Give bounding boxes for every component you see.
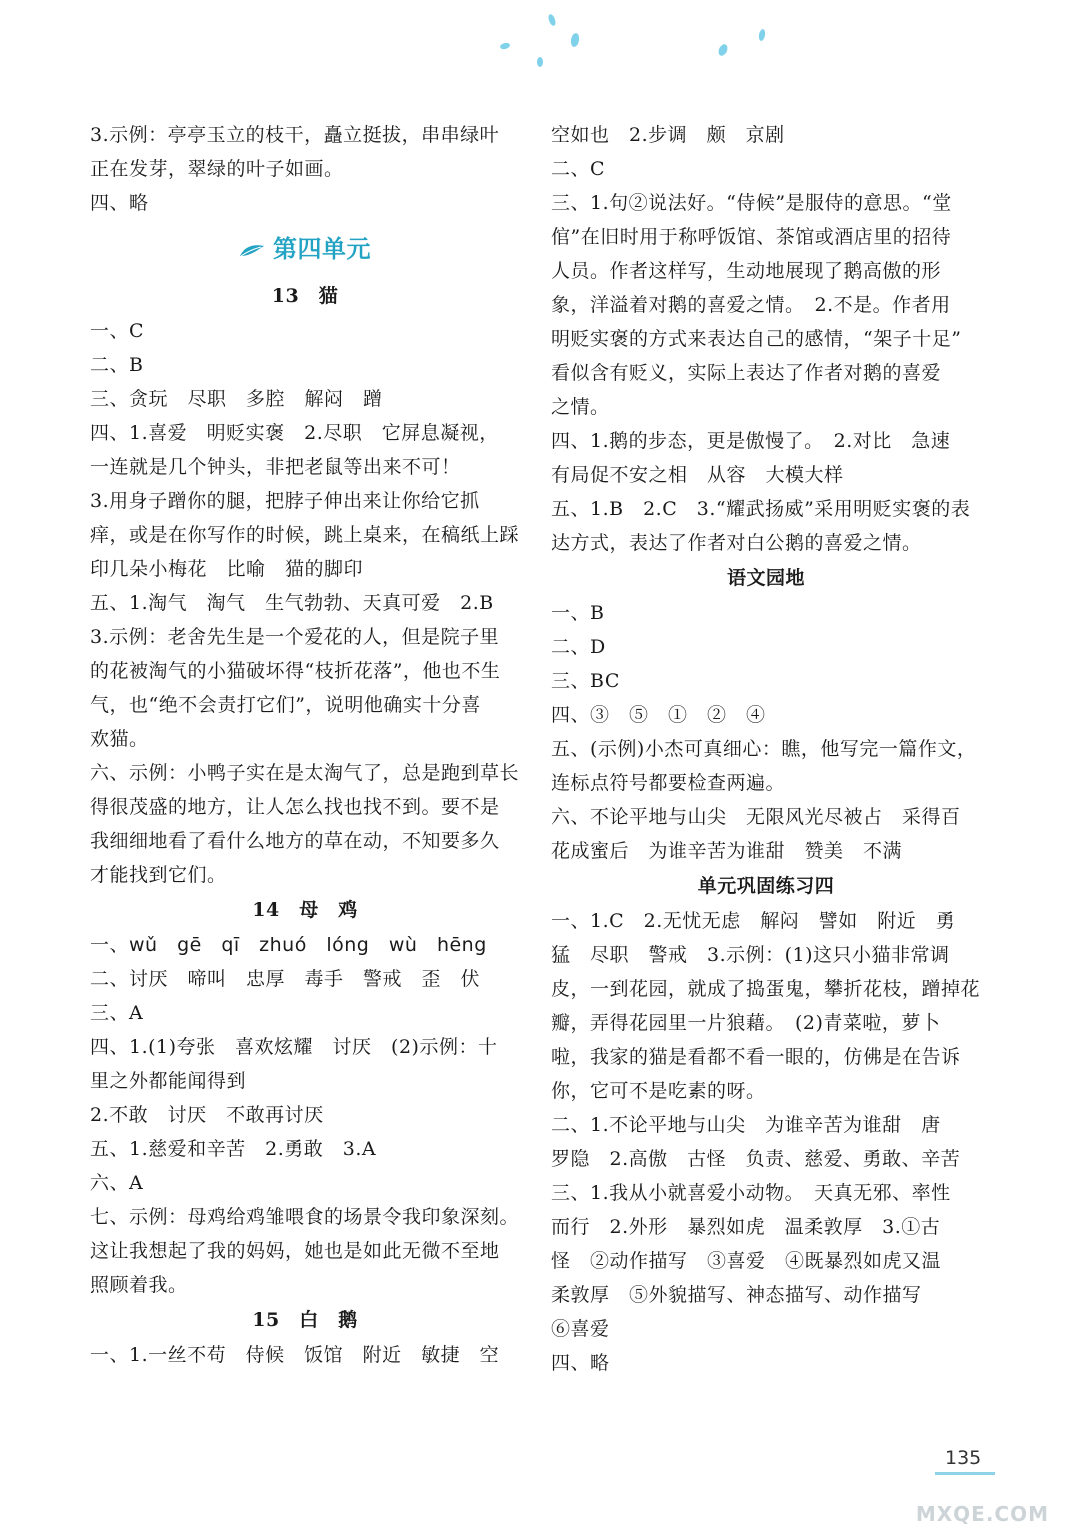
text-line: 六、A xyxy=(90,1172,144,1194)
text-line: 啦，我家的猫是看都不看一眼的，仿佛是在告诉 xyxy=(551,1046,961,1068)
text-line: 才能找到它们。 xyxy=(90,864,227,886)
text-line: 人员。作者这样写，生动地展现了鹅高傲的形 xyxy=(551,260,942,282)
unit-title: 第四单元 xyxy=(273,234,371,263)
left-column xyxy=(90,118,520,1372)
lesson-14-title: 14 母 鸡 xyxy=(252,899,358,921)
text-line: 三、A xyxy=(90,1002,144,1024)
lesson-15-title: 15 白 鹅 xyxy=(252,1309,358,1331)
text-line: 空如也 2.步调 颇 京剧 xyxy=(551,124,785,146)
decorative-droplets xyxy=(0,0,1067,90)
text-line: 瓣，弄得花园里一片狼藉。 (2)青菜啦，萝卜 xyxy=(551,1012,941,1034)
text-line: 一、1.一丝不苟 侍候 饭馆 附近 敏捷 空 xyxy=(90,1344,500,1366)
lesson-13-title: 13 猫 xyxy=(271,285,339,307)
droplet-shape xyxy=(537,57,543,67)
text-line: 四、略 xyxy=(551,1352,610,1374)
text-line: 有局促不安之相 从容 大模大样 xyxy=(551,464,844,486)
text-line: 连标点符号都要检查两遍。 xyxy=(551,772,786,794)
text-line: 皮，一到花园，就成了捣蛋鬼，攀折花枝，蹭掉花 xyxy=(551,978,981,1000)
text-line: 正在发芽，翠绿的叶子如画。 xyxy=(90,158,344,180)
text-line: 二、1.不论平地与山尖 为谁辛苦为谁甜 唐 xyxy=(551,1114,941,1136)
text-line: 六、示例：小鸭子实在是太淘气了，总是跑到草长 xyxy=(90,762,520,784)
text-line: 一、B xyxy=(551,602,605,624)
text-line: 五、(示例)小杰可真细心：瞧，他写完一篇作文， xyxy=(551,738,977,760)
text-line: 我细细地看了看什么地方的草在动，不知要多久 xyxy=(90,830,500,852)
right-column xyxy=(551,118,981,1380)
droplet-shape xyxy=(547,13,557,26)
text-line: 四、1.鹅的步态，更是傲慢了。 2.对比 急速 xyxy=(551,430,951,452)
unit-heading xyxy=(90,220,520,278)
text-line: 七、示例：母鸡给鸡雏喂食的场景令我印象深刻。 xyxy=(90,1206,520,1228)
leaf-icon xyxy=(239,244,265,258)
text-line: 花成蜜后 为谁辛苦为谁甜 赞美 不满 xyxy=(551,840,903,862)
text-line: 达方式，表达了作者对白公鹅的喜爱之情。 xyxy=(551,532,922,554)
watermark-text: MXQE.COM xyxy=(915,1502,1049,1526)
droplet-shape xyxy=(758,29,766,42)
text-line: 五、1.B 2.C 3.“耀武扬威”采用明贬实褒的表 xyxy=(551,498,971,520)
text-line: 罗隐 2.高傲 古怪 负责、慈爱、勇敢、辛苦 xyxy=(551,1148,961,1170)
watermark xyxy=(915,1470,1053,1530)
text-line: 一、wǔ gē qī zhuó lóng wù hēng xyxy=(90,934,487,956)
text-line: 象，洋溢着对鹅的喜爱之情。 2.不是。作者用 xyxy=(551,294,951,316)
text-line: 四、③ ⑤ ① ② ④ xyxy=(551,704,766,726)
review-title: 单元巩固练习四 xyxy=(697,875,835,897)
text-line: 3.示例：亭亭玉立的枝干，矗立挺拔，串串绿叶 xyxy=(90,124,500,146)
text-line: 六、不论平地与山尖 无限风光尽被占 采得百 xyxy=(551,806,961,828)
droplet-shape xyxy=(570,32,580,47)
text-line: 三、BC xyxy=(551,670,620,692)
text-line: 印几朵小梅花 比喻 猫的脚印 xyxy=(90,558,364,580)
text-line: 三、1.句②说法好。“侍候”是服侍的意思。“堂 xyxy=(551,192,952,214)
text-line: 的花被淘气的小猫破坏得“枝折花落”，他也不生 xyxy=(90,660,501,682)
text-line: 一、C xyxy=(90,320,145,342)
text-line: 猛 尽职 警戒 3.示例：(1)这只小猫非常调 xyxy=(551,944,950,966)
garden-title: 语文园地 xyxy=(726,567,805,589)
text-line: 三、贪玩 尽职 多腔 解闷 蹭 xyxy=(90,388,383,410)
text-line: 二、D xyxy=(551,636,606,658)
text-line: 二、讨厌 啼叫 忠厚 毒手 警戒 歪 伏 xyxy=(90,968,481,990)
text-line: 二、C xyxy=(551,158,606,180)
text-line: 气，也“绝不会责打它们”，说明他确实十分喜 xyxy=(90,694,481,716)
text-line: 之情。 xyxy=(551,396,610,418)
text-line: 看似含有贬义，实际上表达了作者对鹅的喜爱 xyxy=(551,362,942,384)
text-line: 3.示例：老舍先生是一个爱花的人，但是院子里 xyxy=(90,626,500,648)
text-line: 三、1.我从小就喜爱小动物。 天真无邪、率性 xyxy=(551,1182,951,1204)
text-line: 柔敦厚 ⑤外貌描写、神态描写、动作描写 xyxy=(551,1284,922,1306)
text-line: 四、1.喜爱 明贬实褒 2.尽职 它屏息凝视， xyxy=(90,422,499,444)
text-line: 倌”在旧时用于称呼饭馆、茶馆或酒店里的招待 xyxy=(551,226,952,248)
text-line: 四、略 xyxy=(90,192,149,214)
text-line: 而行 2.外形 暴烈如虎 温柔敦厚 3.①古 xyxy=(551,1216,941,1238)
text-line: 明贬实褒的方式来表达自己的感情，“架子十足” xyxy=(551,328,962,350)
text-line: 二、B xyxy=(90,354,144,376)
text-line: 四、1.(1)夸张 喜欢炫耀 讨厌 (2)示例：十 xyxy=(90,1036,498,1058)
text-line: 一、1.C 2.无忧无虑 解闷 譬如 附近 勇 xyxy=(551,910,956,932)
text-line: 3.用身子蹭你的腿，把脖子伸出来让你给它抓 xyxy=(90,490,480,512)
text-line: 得很茂盛的地方，让人怎么找也找不到。要不是 xyxy=(90,796,500,818)
text-line: 五、1.慈爱和辛苦 2.勇敢 3.A xyxy=(90,1138,377,1160)
text-line: 怪 ②动作描写 ③喜爱 ④既暴烈如虎又温 xyxy=(551,1250,942,1272)
text-line: 痒，或是在你写作的时候，跳上桌来，在稿纸上踩 xyxy=(90,524,520,546)
text-line: 你，它可不是吃素的呀。 xyxy=(551,1080,766,1102)
text-line: 欢猫。 xyxy=(90,728,149,750)
page-number: 135 xyxy=(945,1447,982,1469)
text-line: ⑥喜爱 xyxy=(551,1318,610,1340)
text-line: 里之外都能闻得到 xyxy=(90,1070,247,1092)
text-line: 这让我想起了我的妈妈，她也是如此无微不至地 xyxy=(90,1240,500,1262)
text-line: 2.不敢 讨厌 不敢再讨厌 xyxy=(90,1104,324,1126)
text-line: 照顾着我。 xyxy=(90,1274,188,1296)
droplet-shape xyxy=(499,42,510,50)
text-line: 一连就是几个钟头，非把老鼠等出来不可！ xyxy=(90,456,461,478)
text-line: 五、1.淘气 淘气 生气勃勃、天真可爱 2.B xyxy=(90,592,494,614)
droplet-shape xyxy=(717,43,729,57)
